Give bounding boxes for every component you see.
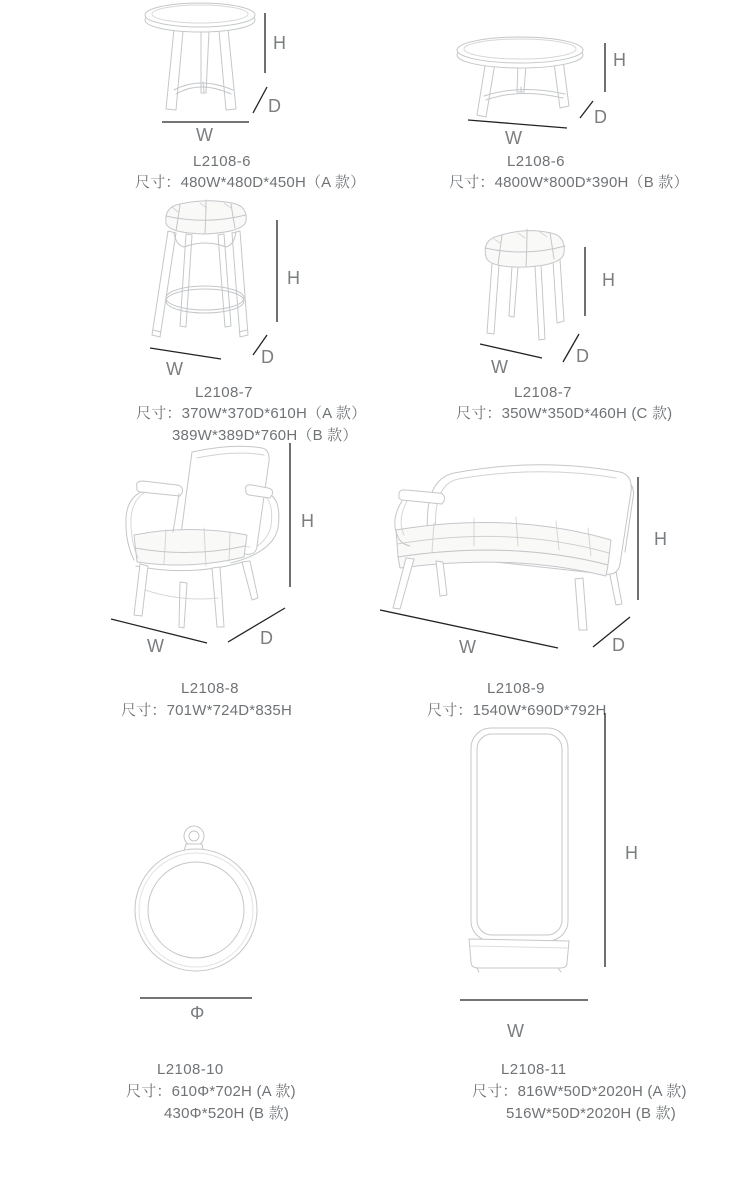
product-code: L2108-6	[507, 153, 565, 170]
product-code: L2108-10	[157, 1061, 224, 1078]
product-size-line: 430Φ*520H (B 款)	[164, 1105, 290, 1122]
product-size-line: 尺寸：610Φ*702H (A 款)	[126, 1083, 296, 1100]
product-size-line: 尺寸：350W*350D*460H (C 款)	[456, 405, 673, 422]
product-block-floor-mirror	[420, 700, 687, 1140]
depth-dimension-line	[228, 608, 285, 642]
depth-label: D	[576, 346, 589, 366]
product-size-line: 尺寸：816W*50D*2020H (A 款)	[472, 1083, 687, 1100]
coffee-table-sketch	[420, 0, 650, 148]
depth-label: D	[268, 96, 281, 116]
product-block-armchair	[100, 440, 314, 740]
height-label: H	[273, 33, 286, 53]
diameter-label: Φ	[190, 1003, 205, 1023]
depth-label: D	[594, 107, 607, 127]
width-label: W	[196, 125, 213, 145]
width-label: W	[147, 636, 164, 656]
product-size-line: 389W*389D*760H（B 款）	[172, 427, 358, 444]
depth-label: D	[612, 635, 625, 655]
product-size-line: 尺寸：480W*480D*450H（A 款）	[135, 174, 366, 191]
product-block-coffee-table	[420, 0, 689, 200]
depth-dimension-line	[580, 101, 593, 118]
round-mirror-sketch	[110, 800, 290, 1025]
width-label: W	[505, 128, 522, 148]
width-label: W	[491, 357, 508, 377]
width-label: W	[459, 637, 476, 657]
product-block-round-mirror	[110, 800, 296, 1130]
product-code: L2108-7	[195, 384, 253, 401]
sofa-sketch	[370, 440, 670, 655]
depth-label: D	[261, 347, 274, 367]
product-size-line: 516W*50D*2020H (B 款)	[506, 1105, 676, 1122]
height-label: H	[613, 50, 626, 70]
width-label: W	[507, 1021, 524, 1041]
product-size-line: 尺寸：1540W*690D*792H	[427, 702, 607, 719]
product-size-line: 尺寸：370W*370D*610H（A 款）	[136, 405, 367, 422]
depth-label: D	[260, 628, 273, 648]
product-code: L2108-11	[501, 1061, 567, 1078]
product-code: L2108-8	[181, 680, 239, 697]
width-dimension-line	[480, 344, 542, 358]
product-code: L2108-6	[193, 153, 251, 170]
product-block-side-table	[130, 0, 366, 200]
depth-dimension-line	[253, 87, 267, 113]
height-label: H	[654, 529, 667, 549]
width-label: W	[166, 359, 183, 379]
product-block-stool	[430, 195, 673, 455]
product-block-bar-stool	[120, 195, 367, 455]
floor-mirror-sketch	[420, 700, 650, 1010]
width-dimension-line	[150, 348, 221, 359]
width-dimension-line	[468, 120, 567, 128]
height-label: H	[625, 843, 638, 863]
side-table-sketch	[130, 0, 330, 145]
armchair-sketch	[100, 440, 310, 670]
product-block-sofa	[370, 440, 670, 740]
height-label: H	[287, 268, 300, 288]
product-code: L2108-7	[514, 384, 572, 401]
product-size-line: 尺寸：4800W*800D*390H（B 款）	[449, 174, 689, 191]
product-size-line: 尺寸：701W*724D*835H	[121, 702, 292, 719]
height-label: H	[602, 270, 615, 290]
product-code: L2108-9	[487, 680, 545, 697]
height-label: H	[301, 511, 314, 531]
